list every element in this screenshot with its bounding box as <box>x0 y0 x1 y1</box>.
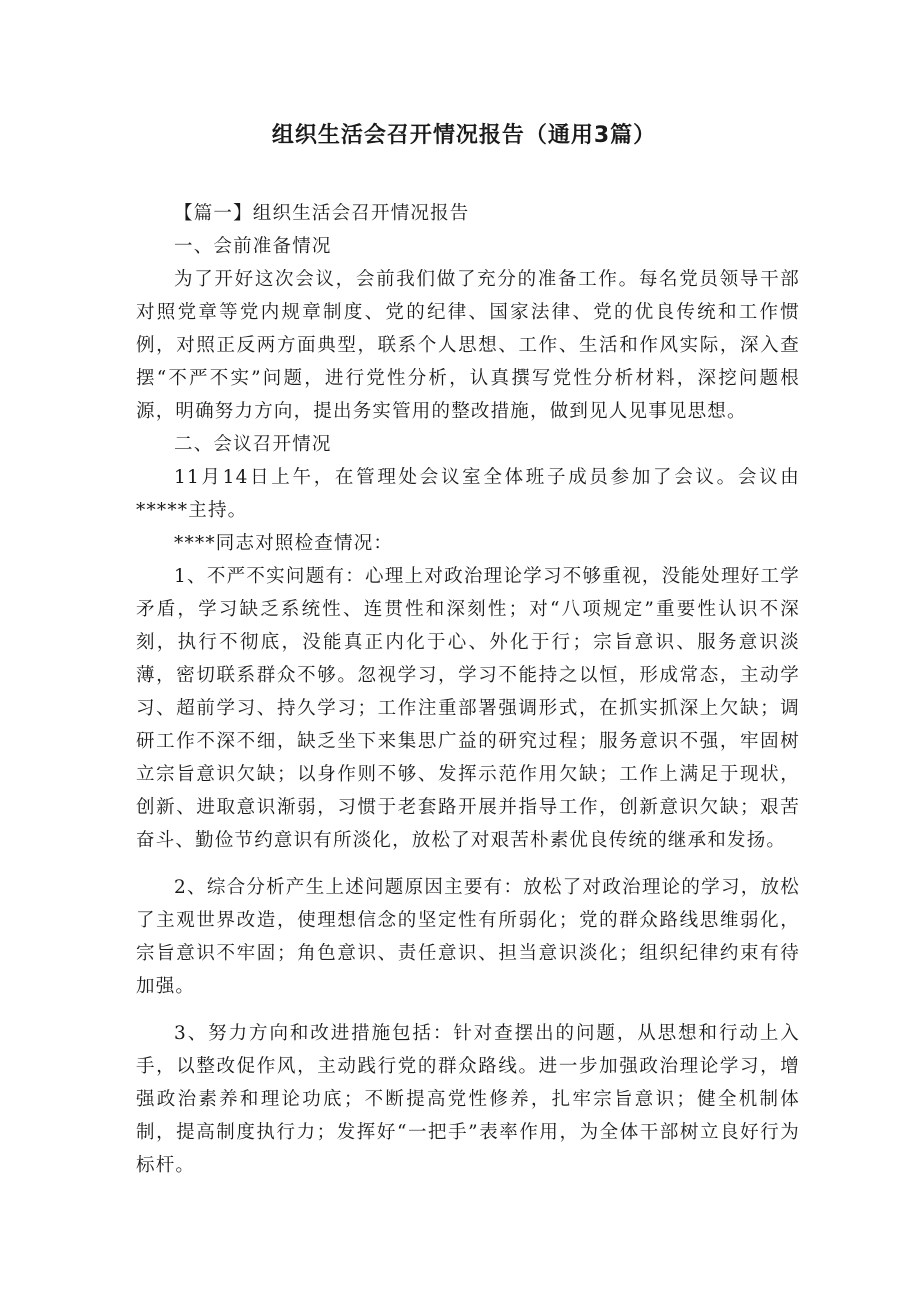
document-title: 组织生活会召开情况报告（通用3篇） <box>271 123 657 148</box>
item3-paragraph: 3、努力方向和改进措施包括：针对查摆出的问题，从思想和行动上入手，以整改促作风，主动践行党的群众路线。进一步加强政治理论学习，增强政治素养和理论功底；不断提高党性修养，扎牢宗旨意识；健全机制体制，提高制度执行力；发挥好“一把手”表率作用，为全体干部树立良好行为标杆。 <box>136 1023 800 1176</box>
item2-paragraph: 2、综合分析产生上述问题原因主要有：放松了对政治理论的学习，放松了主观世界改造，使理想信念的坚定性有所弱化；党的群众路线思维弱化，宗旨意识不牢固；角色意识、责任意识、担当意识淡化；组织纪律约束有待加强。 <box>136 877 800 997</box>
part-heading: 【篇一】组织生活会召开情况报告 <box>174 203 470 224</box>
check-heading: ****同志对照检查情况： <box>174 533 394 554</box>
section1-heading: 一、会前准备情况 <box>174 236 332 257</box>
section1-paragraph: 为了开好这次会议，会前我们做了充分的准备工作。每名党员领导干部对照党章等党内规章制度、党的纪律、国家法律、党的优良传统和工作惯例，对照正反两方面典型，联系个人思想、工作、生活和作风实际，深入查摆“不严不实”问题，进行党性分析，认真撰写党性分析材料，深挖问题根源，明确努力方向，提出务实管用的整改措施，做到见人见事见思想。 <box>136 269 800 422</box>
section2-paragraph: 11月14日上午，在管理处会议室全体班子成员参加了会议。会议由*****主持。 <box>136 467 800 521</box>
item1-paragraph: 1、不严不实问题有：心理上对政治理论学习不够重视，没能处理好工学矛盾，学习缺乏系统性、连贯性和深刻性；对“八项规定”重要性认识不深刻，执行不彻底，没能真正内化于心、外化于行；宗旨意识、服务意识淡薄，密切联系群众不够。忽视学习，学习不能持之以恒，形成常态，主动学习、超前学习、持久学习；工作注重部署强调形式，在抓实抓深上欠缺；调研工作不深不细，缺乏坐下来集思广益的研究过程；服务意识不强，牢固树立宗旨意识欠缺；以身作则不够、发挥示范作用欠缺；工作上满足于现状，创新、进取意识渐弱，习惯于老套路开展并指导工作，创新意识欠缺；艰苦奋斗、勤俭节约意识有所淡化，放松了对艰苦朴素优良传统的继承和发扬。 <box>136 566 800 851</box>
section2-heading: 二、会议召开情况 <box>174 434 332 455</box>
